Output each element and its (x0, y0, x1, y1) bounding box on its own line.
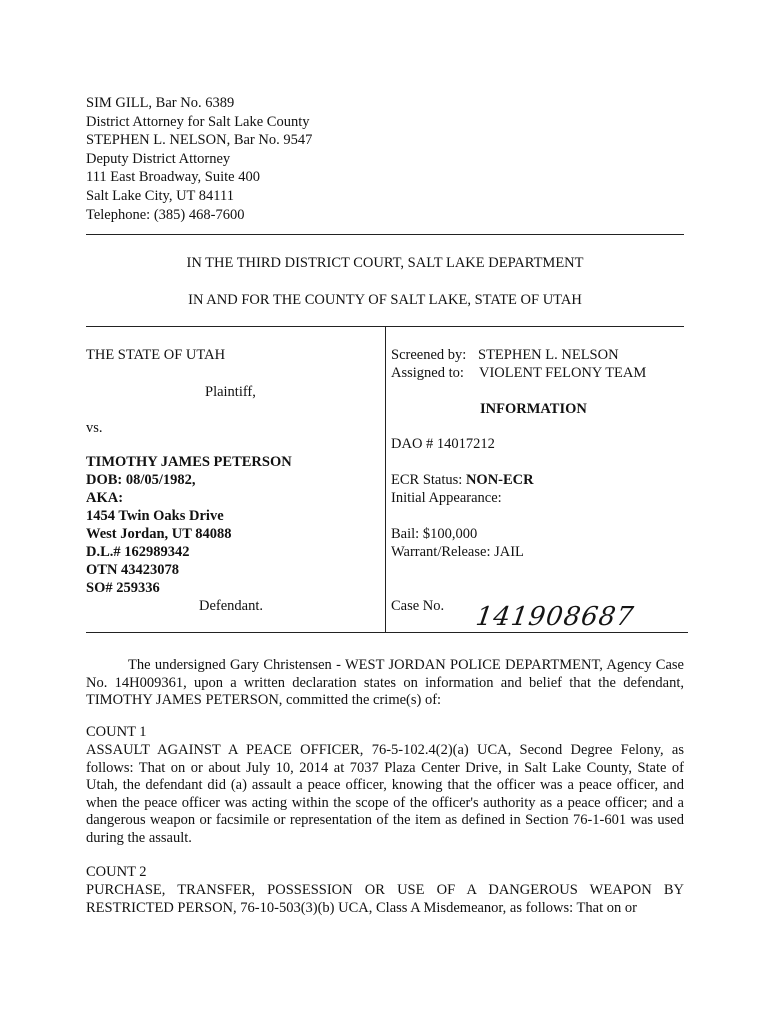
dao-number: DAO # 14017212 (391, 436, 495, 452)
attorney-line: Salt Lake City, UT 84111 (86, 187, 234, 204)
intro-paragraph: The undersigned Gary Christensen - WEST JORDAN POLICE DEPARTMENT, Agency Case No. 14H009361, upon a written declaration states on information and belief that the defendant, TIMOTHY JAMES PETERSON, committed the crime(s) of: (86, 657, 684, 709)
plaintiff-name: THE STATE OF UTAH (86, 347, 226, 363)
ecr-status-label: ECR Status: (391, 472, 463, 488)
defendant-dl: D.L.# 162989342 (86, 544, 190, 560)
caption-divider (385, 326, 386, 632)
attorney-line: Telephone: (385) 468-7600 (86, 206, 245, 223)
ecr-status-value: NON-ECR (465, 472, 534, 488)
plaintiff-label: Plaintiff, (205, 384, 256, 400)
defendant-name: TIMOTHY JAMES PETERSON (86, 454, 292, 470)
defendant-dob: DOB: 08/05/1982, (86, 472, 196, 488)
screened-by-value: STEPHEN L. NELSON (478, 347, 619, 363)
divider (86, 234, 684, 235)
document-title: INFORMATION (480, 401, 587, 417)
defendant-otn: OTN 43423078 (86, 562, 180, 578)
count-1-text: ASSAULT AGAINST A PEACE OFFICER, 76-5-102.4(2)(a) UCA, Second Degree Felony, as follows: That on or about July 10, 2014 at 7037 Plaza Center Drive, in Salt Lake County, State of Utah, the defendant did (a) assault a peace officer, knowing that the officer was a peace officer, and when the peace officer was acting within the scope of the officer's authority as a peace officer; and a dangerous weapon or facsimile or representation of the item as defined in Section 76-1-601 was used during the assault. (86, 742, 684, 846)
warrant-release: Warrant/Release: JAIL (391, 544, 524, 560)
attorney-line: District Attorney for Salt Lake County (86, 113, 310, 130)
attorney-block (86, 94, 312, 224)
divider (86, 632, 688, 633)
attorney-line: Deputy District Attorney (86, 150, 231, 167)
defendant-address-1: 1454 Twin Oaks Drive (86, 508, 224, 524)
court-subtitle: IN AND FOR THE COUNTY OF SALT LAKE, STATE OF UTAH (188, 292, 582, 308)
count-2-title: COUNT 2 (86, 864, 147, 880)
attorney-line: 111 East Broadway, Suite 400 (86, 169, 260, 186)
count-2-text: PURCHASE, TRANSFER, POSSESSION OR USE OF A DANGEROUS WEAPON BY RESTRICTED PERSON, 76-10-503(3)(b) UCA, Class A Misdemeanor, as follows: That on or (86, 882, 684, 916)
assigned-to-label: Assigned to: (391, 365, 464, 381)
count-1-title: COUNT 1 (86, 724, 147, 740)
handwritten-case-number: 141908687 (473, 602, 636, 632)
defendant-label: Defendant. (199, 598, 264, 614)
screened-by-label: Screened by: (391, 347, 467, 363)
defendant-so: SO# 259336 (86, 580, 160, 596)
ecr-status (391, 472, 534, 489)
defendant-aka: AKA: (86, 490, 124, 506)
defendant-address-2: West Jordan, UT 84088 (86, 526, 232, 542)
attorney-line: SIM GILL, Bar No. 6389 (86, 95, 235, 111)
case-number-label: Case No. (391, 598, 445, 614)
initial-appearance: Initial Appearance: (391, 490, 502, 506)
attorney-line: STEPHEN L. NELSON, Bar No. 9547 (86, 132, 313, 149)
court-title: IN THE THIRD DISTRICT COURT, SALT LAKE DEPARTMENT (186, 255, 584, 271)
bail-amount: Bail: $100,000 (391, 526, 478, 542)
assigned-to-value: VIOLENT FELONY TEAM (479, 365, 647, 381)
versus-label: vs. (86, 420, 103, 436)
